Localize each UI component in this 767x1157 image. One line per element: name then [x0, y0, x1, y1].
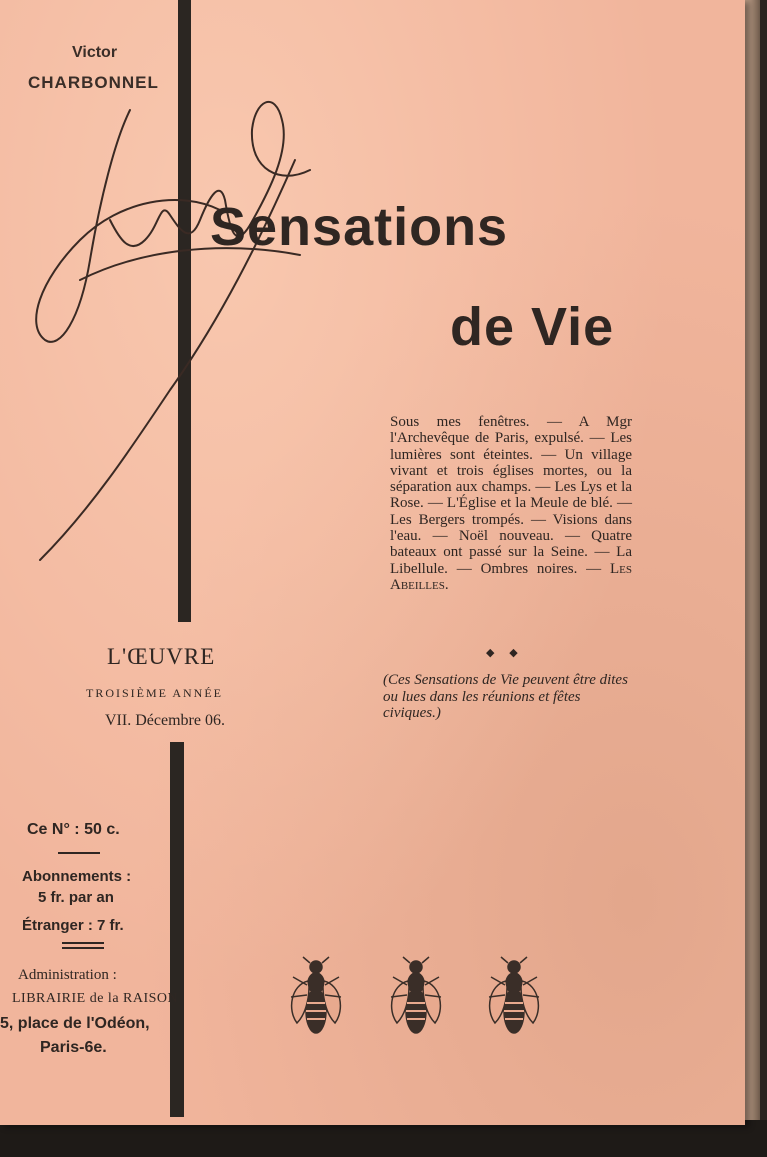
administration-label: Administration : — [18, 967, 117, 983]
bee-icon — [285, 955, 347, 1041]
divider — [58, 852, 100, 854]
publisher-name: LIBRAIRIE de la RAISON — [12, 991, 179, 1006]
table-of-contents — [390, 414, 632, 593]
vertical-rule-bottom — [170, 742, 184, 1117]
journal-name: L'ŒUVRE — [107, 644, 216, 669]
author-first-name: Victor — [72, 44, 118, 61]
contents-text: Sous mes fenêtres. — A Mgr l'Archevêque de Paris, expulsé. — Les lumières sont éteintes. — Un village vivant et trois églises mortes, ou la séparation aux champs. — Les Lys et la Rose. — L'Église et la Meule de blé. — Les Bergers trompés. — Visions dans l'eau. — Noël nouveau. — Quatre bateaux ont passé sur la Seine. — La Libellule. — Ombres noires. — — [390, 414, 632, 577]
handwritten-signature — [20, 80, 340, 580]
publisher-address: 5, place de l'Odéon, — [0, 1015, 150, 1032]
author-last-name: CHARBONNEL — [28, 73, 159, 92]
bee-icon — [385, 955, 447, 1041]
ornament: ◆ ◆ — [486, 647, 524, 659]
subscriptions-france: 5 fr. par an — [38, 889, 114, 906]
subscriptions-label: Abonnements : — [22, 868, 132, 885]
price: Ce N° : 50 c. — [27, 821, 120, 838]
publisher-city: Paris-6e. — [40, 1039, 107, 1056]
divider — [62, 947, 104, 949]
divider — [62, 942, 104, 944]
bee-icon — [483, 955, 545, 1041]
subscriptions-abroad: Étranger : 7 fr. — [22, 917, 124, 934]
journal-year: TROISIÈME ANNÉE — [86, 686, 223, 700]
note: (Ces Sensations de Vie peuvent être dites ou lues dans les réunions et fêtes civiques.) — [383, 672, 628, 721]
background-shadow — [0, 1120, 767, 1157]
journal-issue: VII. Décembre 06. — [105, 712, 225, 729]
contents-last: Les Abeilles. — [390, 560, 633, 593]
title-line-2: de Vie — [450, 297, 615, 357]
title-line-1: Sensations — [210, 197, 509, 257]
